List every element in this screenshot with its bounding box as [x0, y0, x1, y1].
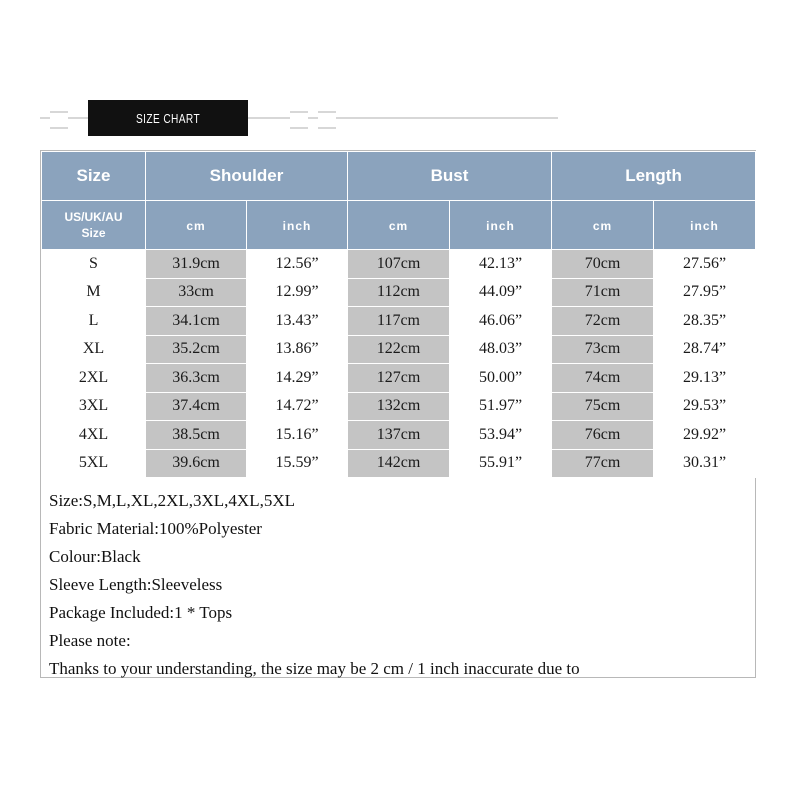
cell-shoulder-cm: 33cm	[146, 278, 247, 307]
page-title	[88, 100, 248, 136]
cell-shoulder-cm: 35.2cm	[146, 335, 247, 364]
cell-shoulder-inch: 15.59”	[247, 449, 348, 478]
unit-header-length-cm: cm	[552, 201, 654, 250]
cell-bust-inch: 42.13”	[450, 250, 552, 279]
cell-length-inch: 28.74”	[654, 335, 756, 364]
cell-shoulder-cm: 36.3cm	[146, 364, 247, 393]
table-row	[42, 307, 756, 336]
page-title-label: SIZE CHART	[135, 110, 201, 126]
cell-length-cm: 71cm	[552, 278, 654, 307]
table-row	[42, 392, 756, 421]
table-row	[42, 364, 756, 393]
note-package-included: Package Included:1 * Tops	[49, 603, 233, 622]
cell-bust-cm: 122cm	[348, 335, 450, 364]
cell-bust-cm: 127cm	[348, 364, 450, 393]
column-header-shoulder: Shoulder	[146, 152, 348, 201]
cell-length-inch: 29.13”	[654, 364, 756, 393]
size-chart-card	[40, 150, 756, 678]
cell-length-cm: 74cm	[552, 364, 654, 393]
cell-shoulder-inch: 13.86”	[247, 335, 348, 364]
cell-length-inch: 27.56”	[654, 250, 756, 279]
cell-shoulder-cm: 38.5cm	[146, 421, 247, 450]
cell-shoulder-inch: 14.72”	[247, 392, 348, 421]
cell-length-cm: 76cm	[552, 421, 654, 450]
cell-bust-inch: 44.09”	[450, 278, 552, 307]
cell-size: S	[42, 250, 146, 279]
note-size: Size:S,M,L,XL,2XL,3XL,4XL,5XL	[49, 491, 296, 510]
note-fabric-material: Fabric Material:100%Polyester	[49, 519, 262, 538]
cell-bust-cm: 137cm	[348, 421, 450, 450]
column-header-standard-size	[42, 201, 146, 250]
cell-length-inch: 29.92”	[654, 421, 756, 450]
cell-length-cm: 72cm	[552, 307, 654, 336]
unit-header-shoulder-inch: inch	[247, 201, 348, 250]
cell-bust-cm: 132cm	[348, 392, 450, 421]
cell-size: 5XL	[42, 449, 146, 478]
table-header-units	[42, 201, 756, 250]
cell-bust-cm: 107cm	[348, 250, 450, 279]
table-body	[42, 250, 756, 478]
cell-length-cm: 77cm	[552, 449, 654, 478]
table-row	[42, 335, 756, 364]
unit-header-bust-inch: inch	[450, 201, 552, 250]
table-row	[42, 421, 756, 450]
unit-header-length-inch: inch	[654, 201, 756, 250]
cell-bust-inch: 51.97”	[450, 392, 552, 421]
cell-bust-cm: 117cm	[348, 307, 450, 336]
cell-shoulder-cm: 39.6cm	[146, 449, 247, 478]
product-details-notes	[45, 481, 751, 683]
header-banner	[40, 100, 558, 136]
table-row	[42, 250, 756, 279]
cell-bust-inch: 48.03”	[450, 335, 552, 364]
size-chart-table	[41, 151, 756, 478]
cell-bust-inch: 53.94”	[450, 421, 552, 450]
cell-shoulder-inch: 14.29”	[247, 364, 348, 393]
standard-size-line1: US/UK/AU	[64, 209, 123, 224]
column-header-bust: Bust	[348, 152, 552, 201]
cell-length-inch: 30.31”	[654, 449, 756, 478]
column-header-length: Length	[552, 152, 756, 201]
cell-bust-inch: 55.91”	[450, 449, 552, 478]
cell-size: XL	[42, 335, 146, 364]
cell-length-cm: 73cm	[552, 335, 654, 364]
cell-bust-inch: 50.00”	[450, 364, 552, 393]
table-row	[42, 278, 756, 307]
column-header-size: Size	[42, 152, 146, 201]
note-please-note: Please note:	[49, 631, 131, 650]
cell-size: 3XL	[42, 392, 146, 421]
cell-size: 4XL	[42, 421, 146, 450]
banner-tick-right-2	[318, 111, 336, 129]
cell-length-cm: 70cm	[552, 250, 654, 279]
cell-shoulder-cm: 31.9cm	[146, 250, 247, 279]
cell-shoulder-cm: 34.1cm	[146, 307, 247, 336]
note-measurement-disclaimer: Thanks to your understanding, the size may be 2 cm / 1 inch inaccurate due to	[49, 659, 580, 678]
unit-header-bust-cm: cm	[348, 201, 450, 250]
banner-tick-right-1	[290, 111, 308, 129]
unit-header-shoulder-cm: cm	[146, 201, 247, 250]
cell-shoulder-inch: 12.99”	[247, 278, 348, 307]
cell-shoulder-inch: 15.16”	[247, 421, 348, 450]
cell-bust-inch: 46.06”	[450, 307, 552, 336]
cell-bust-cm: 112cm	[348, 278, 450, 307]
note-colour: Colour:Black	[49, 547, 141, 566]
cell-length-inch: 28.35”	[654, 307, 756, 336]
banner-tick-left	[50, 111, 68, 129]
cell-size: L	[42, 307, 146, 336]
table-header-groups	[42, 152, 756, 201]
table-row	[42, 449, 756, 478]
cell-length-inch: 29.53”	[654, 392, 756, 421]
note-sleeve-length: Sleeve Length:Sleeveless	[49, 575, 223, 594]
cell-shoulder-cm: 37.4cm	[146, 392, 247, 421]
cell-length-cm: 75cm	[552, 392, 654, 421]
cell-shoulder-inch: 12.56”	[247, 250, 348, 279]
cell-size: M	[42, 278, 146, 307]
cell-bust-cm: 142cm	[348, 449, 450, 478]
cell-shoulder-inch: 13.43”	[247, 307, 348, 336]
cell-size: 2XL	[42, 364, 146, 393]
standard-size-line2: Size	[81, 226, 106, 240]
cell-length-inch: 27.95”	[654, 278, 756, 307]
